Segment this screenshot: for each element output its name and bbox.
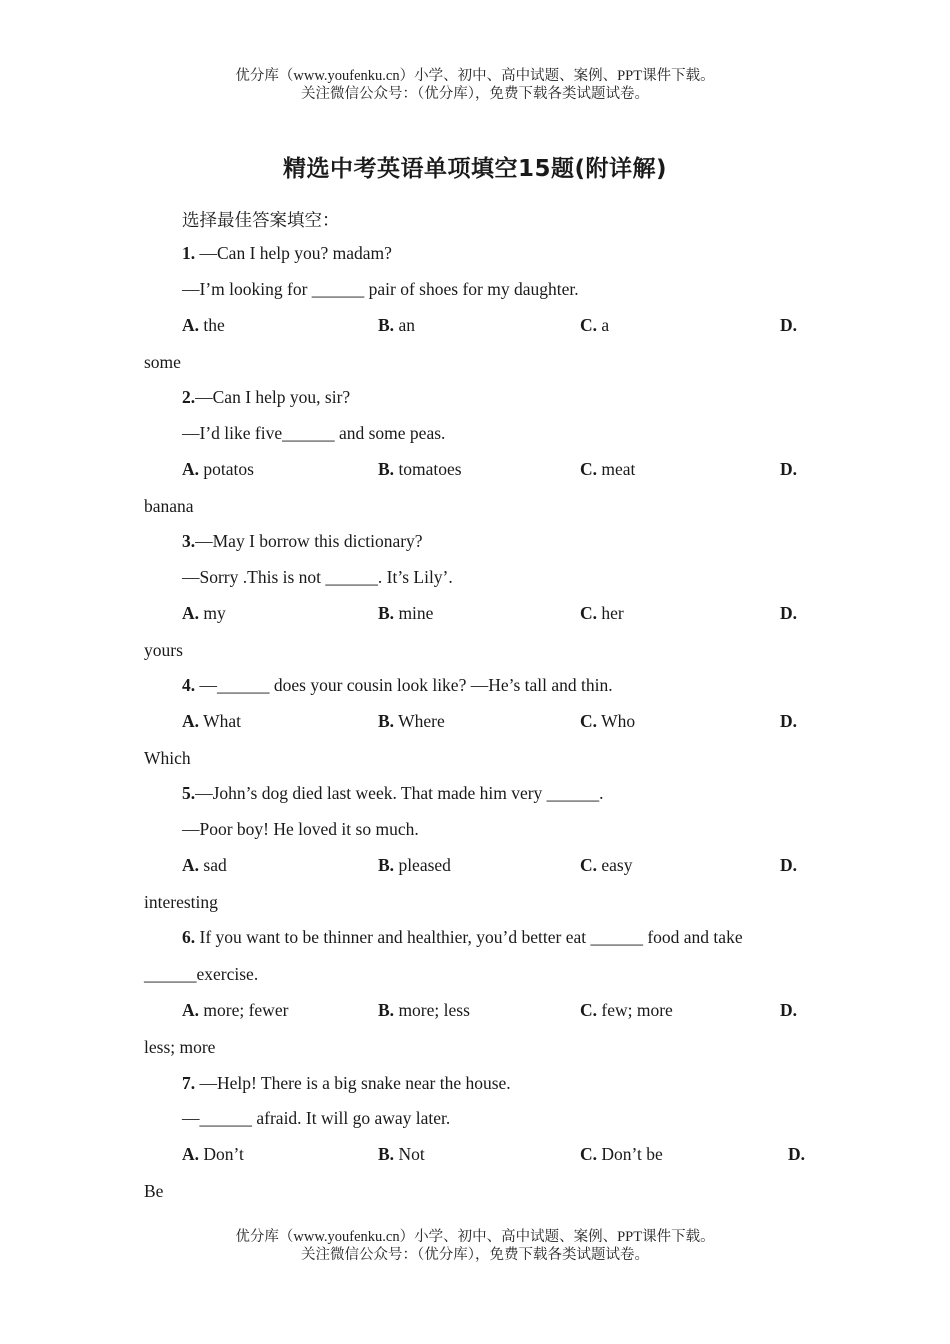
question-7-option-d-label: D.: [788, 1144, 806, 1164]
question-6-option-c: C. few; more: [580, 1000, 673, 1020]
question-number: 7.: [182, 1073, 196, 1093]
question-2-option-d: banana: [144, 496, 194, 516]
question-number: 2.: [182, 387, 196, 407]
question-4-option-d: Which: [144, 748, 191, 768]
question-4-option-a: A. What: [182, 711, 241, 731]
question-7-option-d: Be: [144, 1181, 164, 1201]
header-line-2: 关注微信公众号：（优分库），免费下载各类试题试卷。: [301, 86, 649, 102]
question-6-stem-continued: ______exercise.: [144, 964, 259, 984]
footer-line-1: 优分库（www.youfenku.cn）小学、初中、高中试题、案例、PPT课件下载。: [235, 1229, 715, 1245]
footer-line-2: 关注微信公众号：（优分库），免费下载各类试题试卷。: [301, 1247, 649, 1263]
question-5-option-d: interesting: [144, 892, 218, 912]
instruction: 选择最佳答案填空：: [182, 210, 340, 230]
question-5-stem: 5.—John’s dog died last week. That made him very ______.: [182, 783, 604, 803]
question-1-option-d-label: D.: [780, 315, 798, 335]
question-1-response: —I’m looking for ______ pair of shoes for my daughter.: [182, 279, 579, 299]
page-footer: [0, 1228, 950, 1264]
question-7-option-c: C. Don’t be: [580, 1144, 663, 1164]
question-2-option-b: B. tomatoes: [378, 459, 462, 479]
question-3-option-d: yours: [144, 640, 183, 660]
question-5-option-c: C. easy: [580, 855, 633, 875]
question-4-option-b: B. Where: [378, 711, 445, 731]
question-7-response: —______ afraid. It will go away later.: [182, 1108, 451, 1128]
question-6-option-a: A. more; fewer: [182, 1000, 289, 1020]
question-6-stem: 6. If you want to be thinner and healthier, you’d better eat ______ food and take: [182, 927, 743, 947]
question-6-option-b: B. more; less: [378, 1000, 470, 1020]
question-1-option-d: some: [144, 352, 181, 372]
question-3-response: —Sorry .This is not ______. It’s Lily’.: [182, 567, 453, 587]
question-3-stem: 3.—May I borrow this dictionary?: [182, 531, 423, 551]
question-3-option-c: C. her: [580, 603, 624, 623]
question-1-option-a: A. the: [182, 315, 225, 335]
question-5-response: —Poor boy! He loved it so much.: [182, 819, 419, 839]
question-7-option-a: A. Don’t: [182, 1144, 244, 1164]
question-1-option-c: C. a: [580, 315, 610, 335]
question-3-option-b: B. mine: [378, 603, 434, 623]
question-7-option-b: B. Not: [378, 1144, 425, 1164]
question-7-stem: 7. —Help! There is a big snake near the house.: [182, 1073, 511, 1093]
question-5-option-d-label: D.: [780, 855, 798, 875]
question-2-option-d-label: D.: [780, 459, 798, 479]
question-6-option-d-label: D.: [780, 1000, 798, 1020]
question-5-option-a: A. sad: [182, 855, 227, 875]
question-number: 4.: [182, 675, 196, 695]
question-2-option-a: A. potatos: [182, 459, 254, 479]
question-number: 5.: [182, 783, 196, 803]
question-2-option-c: C. meat: [580, 459, 636, 479]
header-line-1: 优分库（www.youfenku.cn）小学、初中、高中试题、案例、PPT课件下载。: [235, 68, 715, 84]
question-3-option-d-label: D.: [780, 603, 798, 623]
question-number: 6.: [182, 927, 196, 947]
question-1-stem: 1. —Can I help you? madam?: [182, 243, 392, 263]
question-4-option-d-label: D.: [780, 711, 798, 731]
question-2-response: —I’d like five______ and some peas.: [182, 423, 446, 443]
question-2-stem: 2.—Can I help you, sir?: [182, 387, 351, 407]
question-4-option-c: C. Who: [580, 711, 636, 731]
question-4-stem: 4. —______ does your cousin look like? —He’s tall and thin.: [182, 675, 613, 695]
page-header: [0, 67, 950, 103]
question-1-option-b: B. an: [378, 315, 415, 335]
question-number: 3.: [182, 531, 196, 551]
question-3-option-a: A. my: [182, 603, 226, 623]
document-title: 精选中考英语单项填空15题(附详解): [282, 156, 668, 182]
question-6-option-d: less; more: [144, 1037, 216, 1057]
question-number: 1.: [182, 243, 196, 263]
question-5-option-b: B. pleased: [378, 855, 451, 875]
